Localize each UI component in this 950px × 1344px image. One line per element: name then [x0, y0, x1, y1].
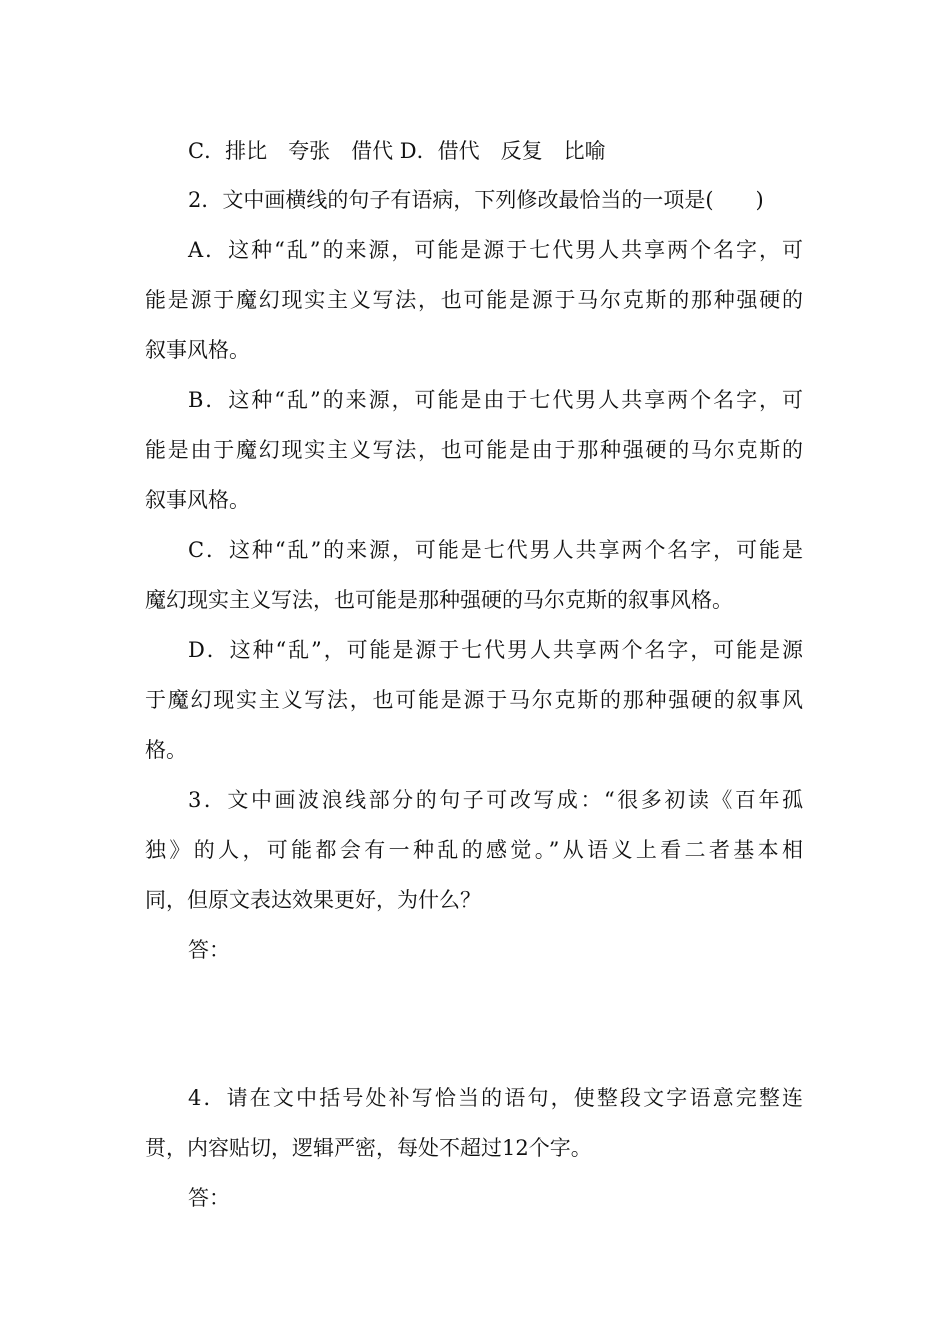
q2-option-d-line-2: 于魔幻现实主义写法，也可能是源于马尔克斯的那种强硬的叙事风	[145, 688, 803, 712]
q2-option-b-line-2: 能是由于魔幻现实主义写法，也可能是由于那种强硬的马尔克斯的	[145, 438, 803, 462]
question-4-line-1: 4．请在文中括号处补写恰当的语句，使整段文字语意完整连	[188, 1086, 803, 1110]
q2-option-c-line-2: 魔幻现实主义写法，也可能是那种强硬的马尔克斯的叙事风格。	[145, 588, 733, 612]
option-c-rhetoric: C．排比 夸张 借代 D．借代 反复 比喻	[188, 139, 606, 163]
q2-option-d-line-3: 格。	[145, 738, 187, 762]
q2-option-a-line-3: 叙事风格。	[145, 338, 250, 362]
q2-option-b-line-1: B．这种“乱”的来源，可能是由于七代男人共享两个名字，可	[188, 388, 803, 412]
answer-label-4: 答：	[188, 1186, 230, 1210]
q2-option-a-line-1: A．这种“乱”的来源，可能是源于七代男人共享两个名字，可	[188, 238, 803, 262]
question-3-line-2: 独》的人，可能都会有一种乱的感觉。”从语义上看二者基本相	[145, 838, 803, 862]
q2-option-c-line-1: C．这种“乱”的来源，可能是七代男人共享两个名字，可能是	[188, 538, 803, 562]
q2-option-b-line-3: 叙事风格。	[145, 488, 250, 512]
q2-option-a-line-2: 能是源于魔幻现实主义写法，也可能是源于马尔克斯的那种强硬的	[145, 288, 803, 312]
answer-label-3: 答：	[188, 938, 230, 962]
question-2-stem: 2．文中画横线的句子有语病，下列修改最恰当的一项是( )	[188, 188, 764, 212]
question-3-line-3: 同，但原文表达效果更好，为什么？	[145, 888, 481, 912]
q2-option-d-line-1: D．这种“乱”，可能是源于七代男人共享两个名字，可能是源	[188, 638, 803, 662]
question-4-line-2: 贯，内容贴切，逻辑严密，每处不超过12个字。	[145, 1136, 592, 1160]
question-3-line-1: 3．文中画波浪线部分的句子可改写成：“很多初读《百年孤	[188, 788, 803, 812]
